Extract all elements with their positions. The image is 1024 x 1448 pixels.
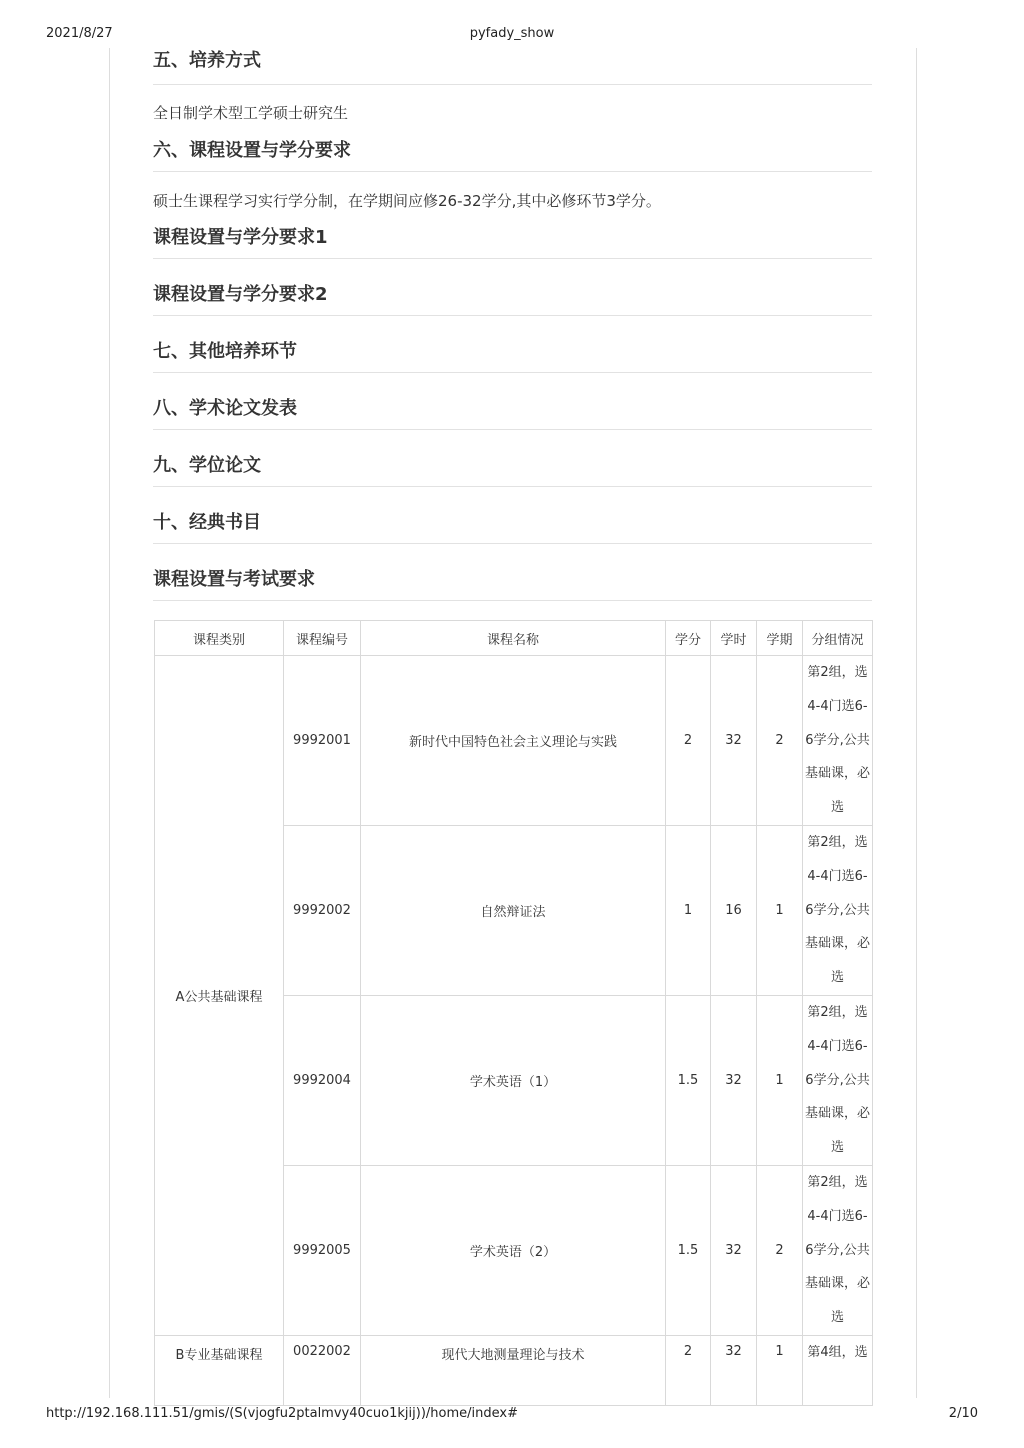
term-cell: 2	[757, 656, 803, 826]
section-title-other-training: 七、其他培养环节	[153, 339, 872, 373]
main-content	[153, 48, 872, 601]
section-title-publications: 八、学术论文发表	[153, 396, 872, 430]
category-cell: B专业基础课程	[155, 1335, 284, 1405]
table-header-row	[155, 621, 873, 656]
group-cell: 第2组，选4-4门选6-6学分,公共基础课，必选	[803, 1165, 873, 1335]
term-cell: 2	[757, 1165, 803, 1335]
group-cell: 第2组，选4-4门选6-6学分,公共基础课，必选	[803, 656, 873, 826]
hours-cell: 32	[711, 1335, 757, 1405]
credit-cell: 1.5	[666, 995, 711, 1165]
category-cell: A公共基础课程	[155, 656, 284, 1336]
section-title-classic-books: 十、经典书目	[153, 510, 872, 544]
code-cell: 9992005	[284, 1165, 361, 1335]
hours-cell: 16	[711, 825, 757, 995]
course-table	[154, 620, 873, 1406]
credit-cell: 1.5	[666, 1165, 711, 1335]
col-header-code: 课程编号	[284, 621, 361, 656]
course-credit-text: 硕士生课程学习实行学分制，在学期间应修26-32学分,其中必修环节3学分。	[153, 192, 661, 210]
code-cell: 9992004	[284, 995, 361, 1165]
credit-cell: 2	[666, 1335, 711, 1405]
hours-cell: 32	[711, 1165, 757, 1335]
col-header-hours: 学时	[711, 621, 757, 656]
section-title-training-mode: 五、培养方式	[153, 48, 872, 85]
table-row	[155, 656, 873, 826]
name-cell: 现代大地测量理论与技术	[361, 1335, 666, 1405]
print-header	[0, 0, 1024, 50]
section-title-course-credit-1: 课程设置与学分要求1	[153, 225, 872, 259]
print-date: 2021/8/27	[46, 26, 113, 41]
name-cell: 学术英语（2）	[361, 1165, 666, 1335]
training-mode-text: 全日制学术型工学硕士研究生	[153, 104, 349, 122]
group-cell: 第4组，选	[803, 1335, 873, 1405]
name-cell: 学术英语（1）	[361, 995, 666, 1165]
section-title-thesis: 九、学位论文	[153, 453, 872, 487]
col-header-name: 课程名称	[361, 621, 666, 656]
col-header-group: 分组情况	[803, 621, 873, 656]
name-cell: 新时代中国特色社会主义理论与实践	[361, 656, 666, 826]
col-header-credit: 学分	[666, 621, 711, 656]
hours-cell: 32	[711, 995, 757, 1165]
code-cell: 9992001	[284, 656, 361, 826]
code-cell: 0022002	[284, 1335, 361, 1405]
group-cell: 第2组，选4-4门选6-6学分,公共基础课，必选	[803, 995, 873, 1165]
hours-cell: 32	[711, 656, 757, 826]
term-cell: 1	[757, 1335, 803, 1405]
term-cell: 1	[757, 825, 803, 995]
print-title: pyfady_show	[469, 26, 555, 41]
col-header-term: 学期	[757, 621, 803, 656]
credit-cell: 1	[666, 825, 711, 995]
credit-cell: 2	[666, 656, 711, 826]
term-cell: 1	[757, 995, 803, 1165]
name-cell: 自然辩证法	[361, 825, 666, 995]
page-number: 2/10	[948, 1406, 978, 1421]
group-cell: 第2组，选4-4门选6-6学分,公共基础课，必选	[803, 825, 873, 995]
section-title-exam-requirements: 课程设置与考试要求	[153, 567, 872, 601]
code-cell: 9992002	[284, 825, 361, 995]
print-url: http://192.168.111.51/gmis/(S(vjogfu2ptalmvy40cuo1kjij))/home/index#	[46, 1406, 518, 1421]
col-header-category: 课程类别	[155, 621, 284, 656]
section-title-course-credit-2: 课程设置与学分要求2	[153, 282, 872, 316]
section-title-course-credit: 六、课程设置与学分要求	[153, 138, 872, 172]
table-row	[155, 1335, 873, 1405]
print-footer	[0, 1400, 1024, 1448]
